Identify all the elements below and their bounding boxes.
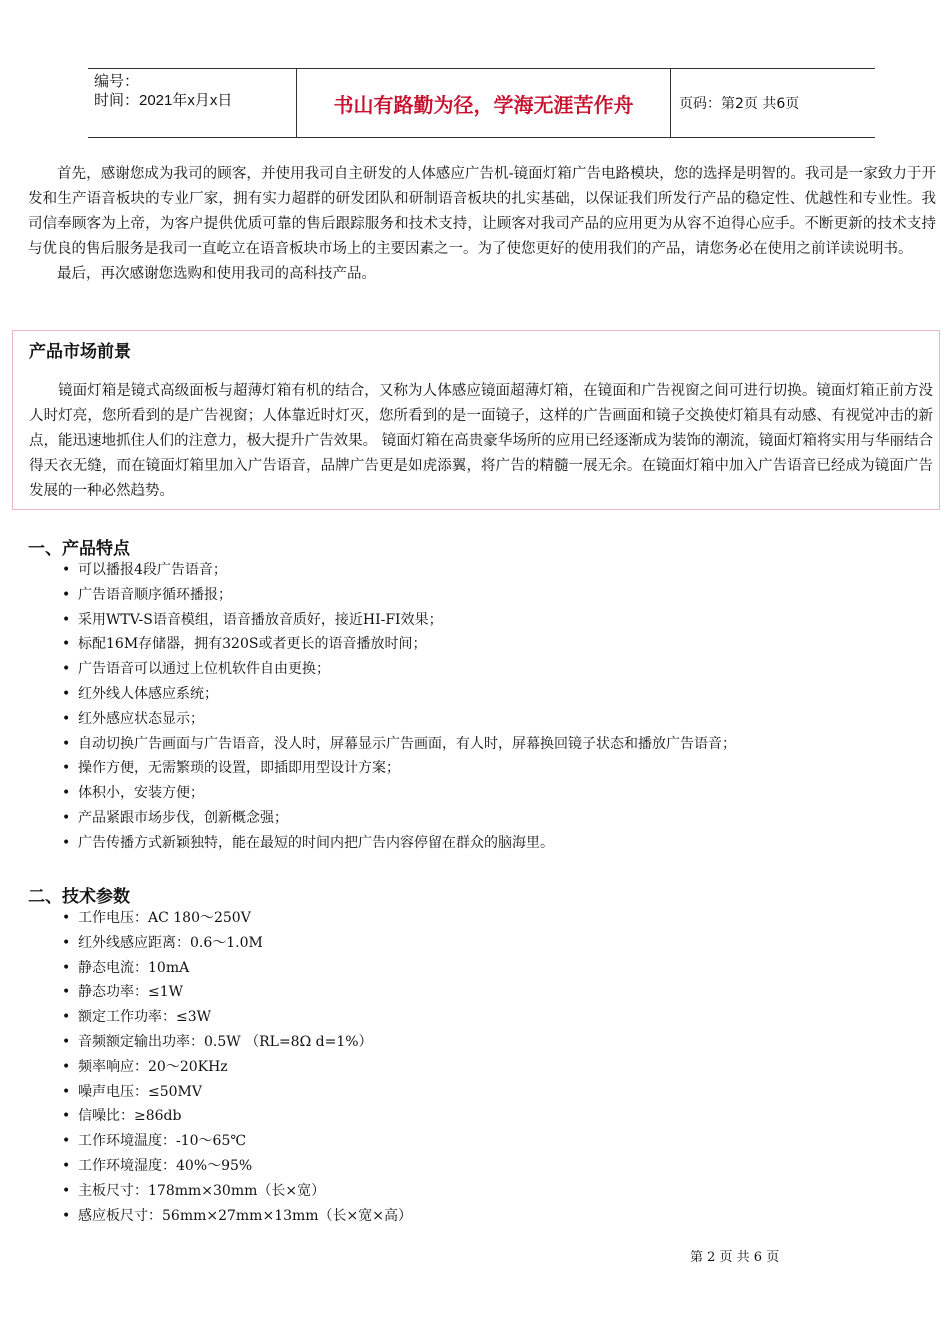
list-item: • 信噪比：≥86db — [62, 1104, 412, 1129]
list-item: • 静态电流：10mA — [62, 956, 412, 981]
specs-list — [62, 906, 412, 1228]
list-item: • 工作电压：AC 180～250V — [62, 906, 412, 931]
intro-paragraph-1: 首先，感谢您成为我司的顾客，并使用我司自主研发的人体感应广告机-镜面灯箱广告电路模块，您的选择是明智的。我司是一家致力于开发和生产语音板块的专业厂家，拥有实力超群的研发团队和研制语音板块的扎实基础，以保证我们所发行产品的稳定性、优越性和专业性。我司信奉顾客为上帝，为客户提供优质可靠的售后跟踪服务和技术支持，让顾客对我司产品的应用更为从容不迫得心应手。不断更新的技术支持与优良的售后服务是我司一直屹立在语音板块市场上的主要因素之一。为了使您更好的使用我们的产品，请您务必在使用之前详读说明书。 — [28, 166, 936, 257]
header-motto: 书山有路勤为径，学海无涯苦作舟 — [296, 69, 671, 137]
list-item: • 操作方便，无需繁琐的设置，即插即用型设计方案； — [62, 756, 736, 781]
header-meta — [88, 69, 296, 137]
list-item: • 红外线人体感应系统； — [62, 682, 736, 707]
bullet: • — [62, 959, 71, 976]
bullet: • — [62, 586, 71, 603]
list-item: • 产品紧跟市场步伐，创新概念强； — [62, 806, 736, 831]
specs-title: 二、技术参数 — [28, 887, 130, 907]
bullet: • — [62, 710, 71, 727]
document-header — [88, 68, 875, 138]
list-item: • 噪声电压：≤50MV — [62, 1080, 412, 1105]
list-item: • 感应板尺寸：56mm×27mm×13mm（长×宽×高） — [62, 1204, 412, 1229]
list-item: • 可以播报4段广告语音； — [62, 558, 736, 583]
list-item: • 静态功率：≤1W — [62, 980, 412, 1005]
list-item: • 工作环境温度：-10～65℃ — [62, 1129, 412, 1154]
list-item: • 主板尺寸：178mm×30mm（长×宽） — [62, 1179, 412, 1204]
page-footer: 第 2 页 共 6 页 — [690, 1250, 780, 1265]
features-title: 一、产品特点 — [28, 539, 130, 559]
bullet: • — [62, 611, 71, 628]
features-list — [62, 558, 736, 856]
list-item: • 额定工作功率：≤3W — [62, 1005, 412, 1030]
header-page-label: 页码：第2页 共6页 — [679, 96, 800, 112]
bullet: • — [62, 1058, 71, 1075]
bullet: • — [62, 1108, 71, 1125]
bullet: • — [62, 785, 71, 802]
intro-section — [28, 162, 936, 287]
market-body: 镜面灯箱是镜式高级面板与超薄灯箱有机的结合，又称为人体感应镜面超薄灯箱，在镜面和广告视窗之间可进行切换。镜面灯箱正前方没人时灯亮，您所看到的是广告视窗；人体靠近时灯灭，您所看到的是一面镜子，这样的广告画面和镜子交换使灯箱具有动感、有视觉冲击的新点，能迅速地抓住人们的注意力，极大提升广告效果。 镜面灯箱在高贵豪华场所的应用已经逐渐成为装饰的潮流，镜面灯箱将实用与华丽结合得天衣无缝，而在镜面灯箱里加入广告语音，品牌广告更是如虎添翼，将广告的精髓一展无余。在镜面灯箱中加入广告语音已经成为镜面广告发展的一种必然趋势。 — [29, 383, 933, 499]
list-item: • 工作环境湿度：40%～95% — [62, 1154, 412, 1179]
bullet: • — [62, 1133, 71, 1150]
bullet: • — [62, 934, 71, 951]
bullet: • — [62, 1207, 71, 1224]
date-label: 时间：2021年x月x日 — [94, 92, 233, 109]
bullet: • — [62, 562, 71, 578]
bullet: • — [62, 910, 71, 926]
market-title: 产品市场前景 — [29, 342, 131, 362]
market-prospect-box — [12, 330, 940, 510]
bullet: • — [62, 1157, 71, 1174]
list-item: • 红外感应状态显示； — [62, 707, 736, 732]
bullet: • — [62, 1182, 71, 1199]
bullet: • — [62, 809, 71, 826]
bullet: • — [62, 1033, 71, 1050]
list-item: • 采用WTV-S语音模组，语音播放音质好，接近HI-FI效果； — [62, 608, 736, 633]
bullet: • — [62, 760, 71, 777]
intro-paragraph-2: 最后，再次感谢您选购和使用我司的高科技产品。 — [57, 266, 376, 282]
list-item: • 自动切换广告画面与广告语音，没人时，屏幕显示广告画面，有人时，屏幕换回镜子状态和播放广告语音； — [62, 732, 736, 757]
bullet: • — [62, 1083, 71, 1100]
list-item: • 广告传播方式新颖独特，能在最短的时间内把广告内容停留在群众的脑海里。 — [62, 831, 736, 856]
list-item: • 红外线感应距离：0.6～1.0M — [62, 931, 412, 956]
bullet: • — [62, 1009, 71, 1026]
bullet: • — [62, 834, 71, 851]
bullet: • — [62, 661, 71, 678]
list-item: • 广告语音可以通过上位机软件自由更换； — [62, 657, 736, 682]
bullet: • — [62, 636, 71, 653]
list-item: • 音频额定输出功率：0.5W （RL=8Ω d=1%） — [62, 1030, 412, 1055]
number-label: 编号： — [94, 73, 140, 90]
bullet: • — [62, 984, 71, 1001]
bullet: • — [62, 685, 71, 702]
list-item: • 频率响应：20～20KHz — [62, 1055, 412, 1080]
list-item: • 体积小，安装方便； — [62, 781, 736, 806]
list-item: • 广告语音顺序循环播报； — [62, 583, 736, 608]
bullet: • — [62, 735, 71, 752]
list-item: • 标配16M存储器，拥有320S或者更长的语音播放时间； — [62, 632, 736, 657]
